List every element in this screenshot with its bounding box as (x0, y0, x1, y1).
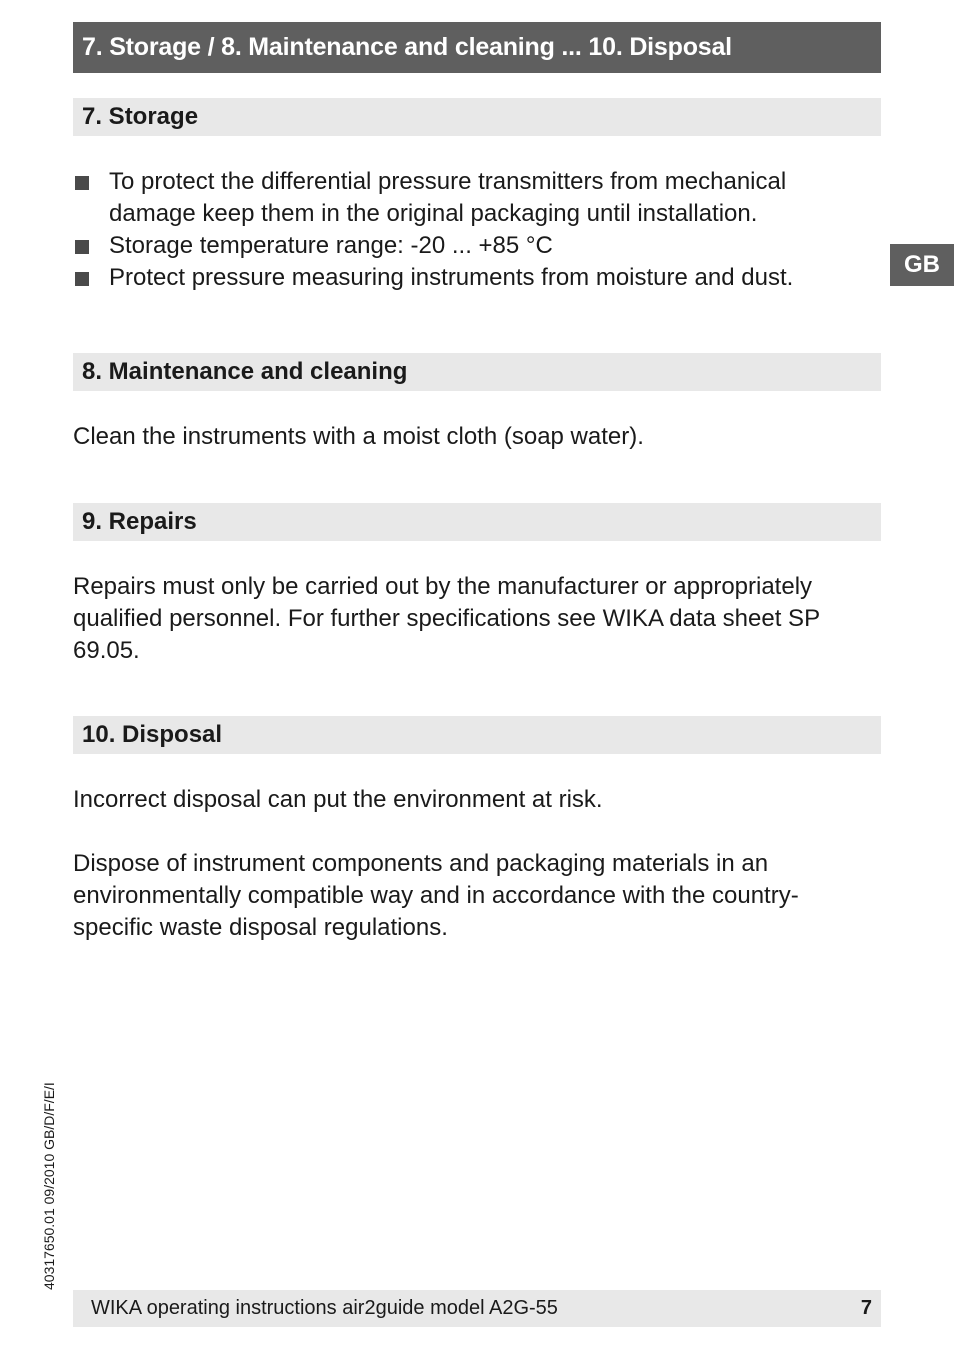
disposal-text-instructions: Dispose of instrument components and packaging materials in an environmentally compatible way and in accordance with the country-specific waste disposal regulations. (73, 850, 799, 941)
section-heading-repairs: 9. Repairs (73, 503, 881, 541)
document-code: 40317650.01 09/2010 GB/D/F/E/I (41, 1082, 57, 1290)
maintenance-text: Clean the instruments with a moist cloth (soap water). (73, 423, 644, 450)
list-item (73, 230, 873, 262)
disposal-text-warning: Incorrect disposal can put the environment at risk. (73, 786, 603, 813)
storage-bullet-list (73, 166, 873, 294)
list-item (73, 166, 873, 230)
section-heading-storage: 7. Storage (73, 98, 881, 136)
page-number: 7 (860, 1297, 872, 1319)
language-tab: GB (890, 244, 954, 286)
bullet-square-icon (75, 176, 89, 190)
bullet-text: Storage temperature range: -20 ... +85 °C (109, 232, 553, 259)
repairs-text: Repairs must only be carried out by the manufacturer or appropriately qualified personnel. For further specifications see WIKA data sheet SP 69.05. (73, 573, 820, 664)
bullet-text: To protect the differential pressure transmitters from mechanical damage keep them in the original packaging until installation. (109, 168, 787, 227)
page-title: 7. Storage / 8. Maintenance and cleaning ... 10. Disposal (73, 22, 881, 73)
bullet-square-icon (75, 272, 89, 286)
section-heading-disposal: 10. Disposal (73, 716, 881, 754)
section-heading-maintenance: 8. Maintenance and cleaning (73, 353, 881, 391)
bullet-square-icon (75, 240, 89, 254)
page-footer (73, 1290, 881, 1327)
bullet-text: Protect pressure measuring instruments from moisture and dust. (109, 264, 794, 291)
footer-text: WIKA operating instructions air2guide model A2G-55 (91, 1297, 558, 1319)
list-item (73, 262, 873, 294)
